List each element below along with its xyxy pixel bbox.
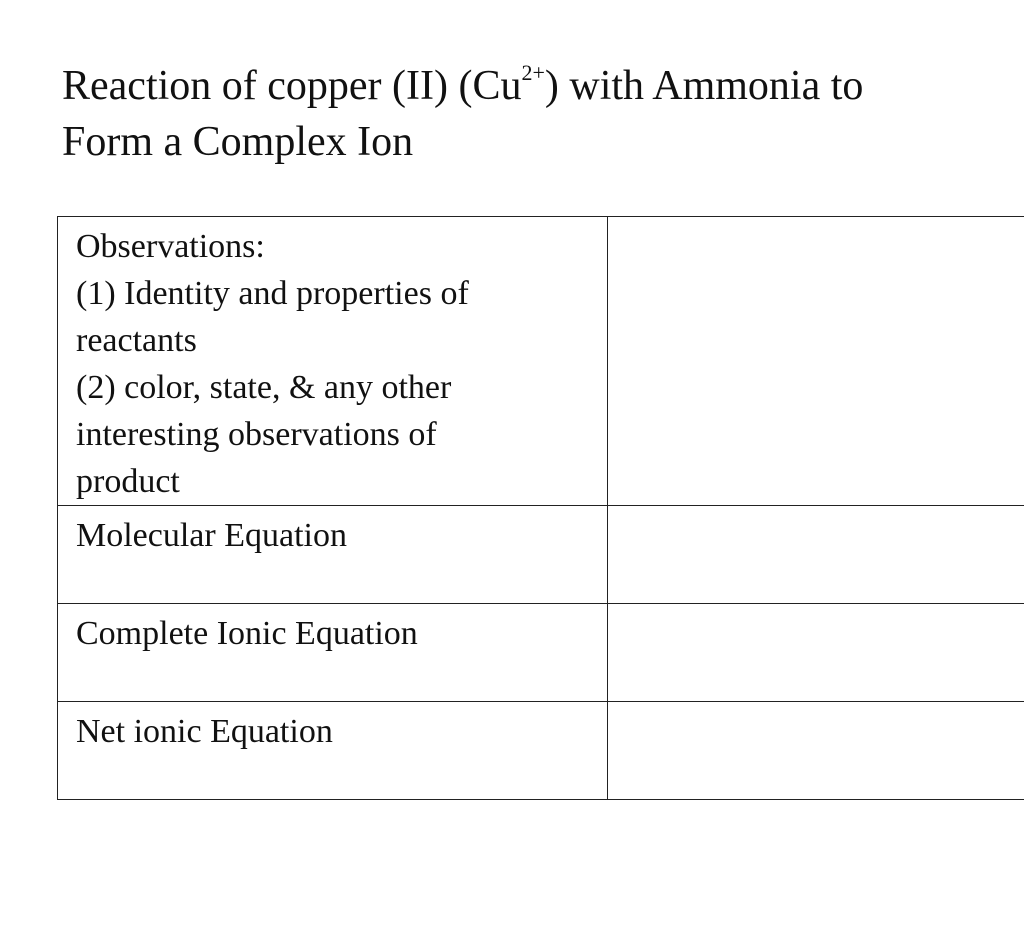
- observations-answer-cell[interactable]: [608, 217, 1024, 506]
- title-text-start: Reaction of copper (II) (Cu: [62, 63, 522, 109]
- molecular-equation-answer-cell[interactable]: [608, 506, 1024, 604]
- table-row-observations: [58, 217, 1024, 506]
- observations-heading: Observations:: [76, 228, 265, 265]
- observations-item-2: (2) color, state, & any other: [76, 369, 452, 406]
- worksheet-title: [62, 58, 1002, 170]
- table-row-molecular: [58, 506, 1024, 604]
- charge-superscript: 2+: [521, 60, 545, 85]
- observations-item-1-cont: reactants: [76, 322, 197, 359]
- observations-item-2-end: product: [76, 463, 180, 500]
- complete-ionic-equation-label: Complete Ionic Equation: [58, 604, 608, 702]
- observations-item-2-cont: interesting observations of: [76, 416, 437, 453]
- complete-ionic-equation-answer-cell[interactable]: [608, 604, 1024, 702]
- table-row-complete-ionic: [58, 604, 1024, 702]
- observations-item-1: (1) Identity and properties of: [76, 275, 469, 312]
- table-row-net-ionic: [58, 702, 1024, 800]
- reaction-table: [57, 216, 1024, 800]
- title-text-end: ) with Ammonia to: [544, 63, 864, 109]
- net-ionic-equation-label: Net ionic Equation: [58, 702, 608, 800]
- molecular-equation-label: Molecular Equation: [58, 506, 608, 604]
- observations-label-cell: [58, 217, 608, 506]
- title-line-2: Form a Complex Ion: [62, 119, 414, 165]
- net-ionic-equation-answer-cell[interactable]: [608, 702, 1024, 800]
